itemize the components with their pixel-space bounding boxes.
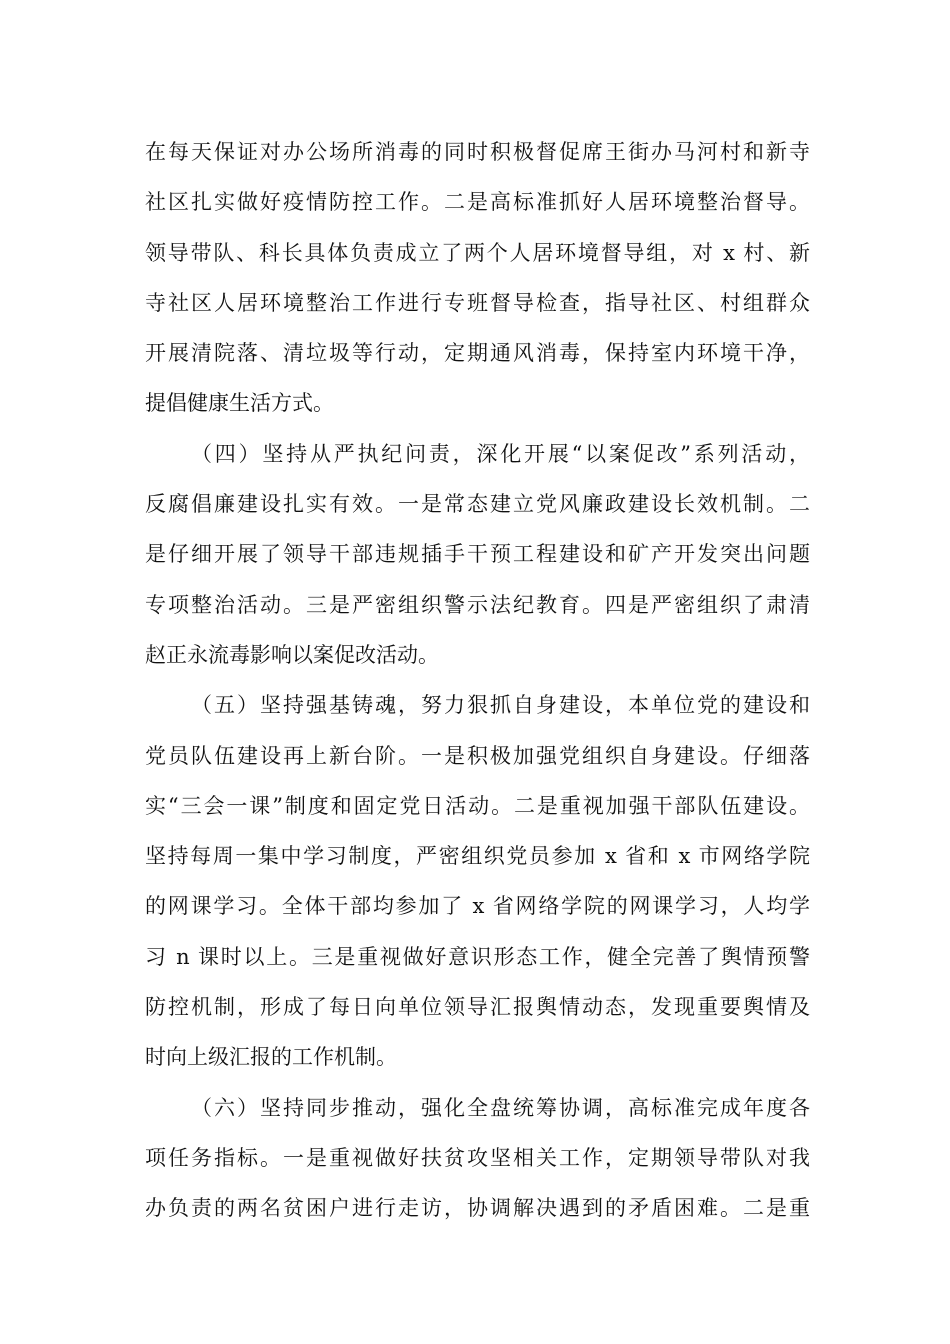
text-line: 领导带队、科长具体负责成立了两个人居环境督导组，对 x 村、新 [145, 240, 810, 265]
text-line: 赵正永流毒影响以案促改活动。 [145, 642, 439, 667]
text-line: 是仔细开展了领导干部违规插手干预工程建设和矿产开发突出问题 [145, 542, 810, 567]
text-line: 提倡健康生活方式。 [145, 391, 334, 416]
text-line: 的网课学习。全体干部均参加了 x 省网络学院的网课学习，人均学 [145, 894, 810, 919]
section-heading-line: （四）坚持从严执纪问责，深化开展“以案促改”系列活动， [191, 441, 810, 466]
text-line: 寺社区人居环境整治工作进行专班督导检查，指导社区、村组群众 [145, 290, 810, 315]
section-heading-line: （六）坚持同步推动，强化全盘统筹协调，高标准完成年度各 [191, 1095, 810, 1120]
text-line: 开展清院落、清垃圾等行动，定期通风消毒，保持室内环境干净， [145, 341, 810, 366]
text-line: 反腐倡廉建设扎实有效。一是常态建立党风廉政建设长效机制。二 [145, 492, 810, 517]
text-line: 习 n 课时以上。三是重视做好意识形态工作，健全完善了舆情预警 [145, 944, 810, 969]
text-line: 实“三会一课”制度和固定党日活动。二是重视加强干部队伍建设。 [145, 793, 810, 818]
text-line: 社区扎实做好疫情防控工作。二是高标准抓好人居环境整治督导。 [145, 190, 810, 215]
text-line: 党员队伍建设再上新台阶。一是积极加强党组织自身建设。仔细落 [145, 743, 810, 768]
text-line: 项任务指标。一是重视做好扶贫攻坚相关工作，定期领导带队对我 [145, 1145, 810, 1170]
text-line: 防控机制，形成了每日向单位领导汇报舆情动态，发现重要舆情及 [145, 995, 810, 1020]
text-line: 专项整治活动。三是严密组织警示法纪教育。四是严密组织了肃清 [145, 592, 810, 617]
text-line: 坚持每周一集中学习制度，严密组织党员参加 x 省和 x 市网络学院 [145, 844, 810, 869]
text-line: 办负责的两名贫困户进行走访，协调解决遇到的矛盾困难。二是重 [145, 1196, 810, 1221]
text-line: 在每天保证对办公场所消毒的同时积极督促席王街办马河村和新寺 [145, 140, 810, 164]
section-heading-line: （五）坚持强基铸魂，努力狠抓自身建设，本单位党的建设和 [191, 693, 810, 718]
text-line: 时向上级汇报的工作机制。 [145, 1045, 397, 1070]
document-body [145, 130, 810, 1237]
